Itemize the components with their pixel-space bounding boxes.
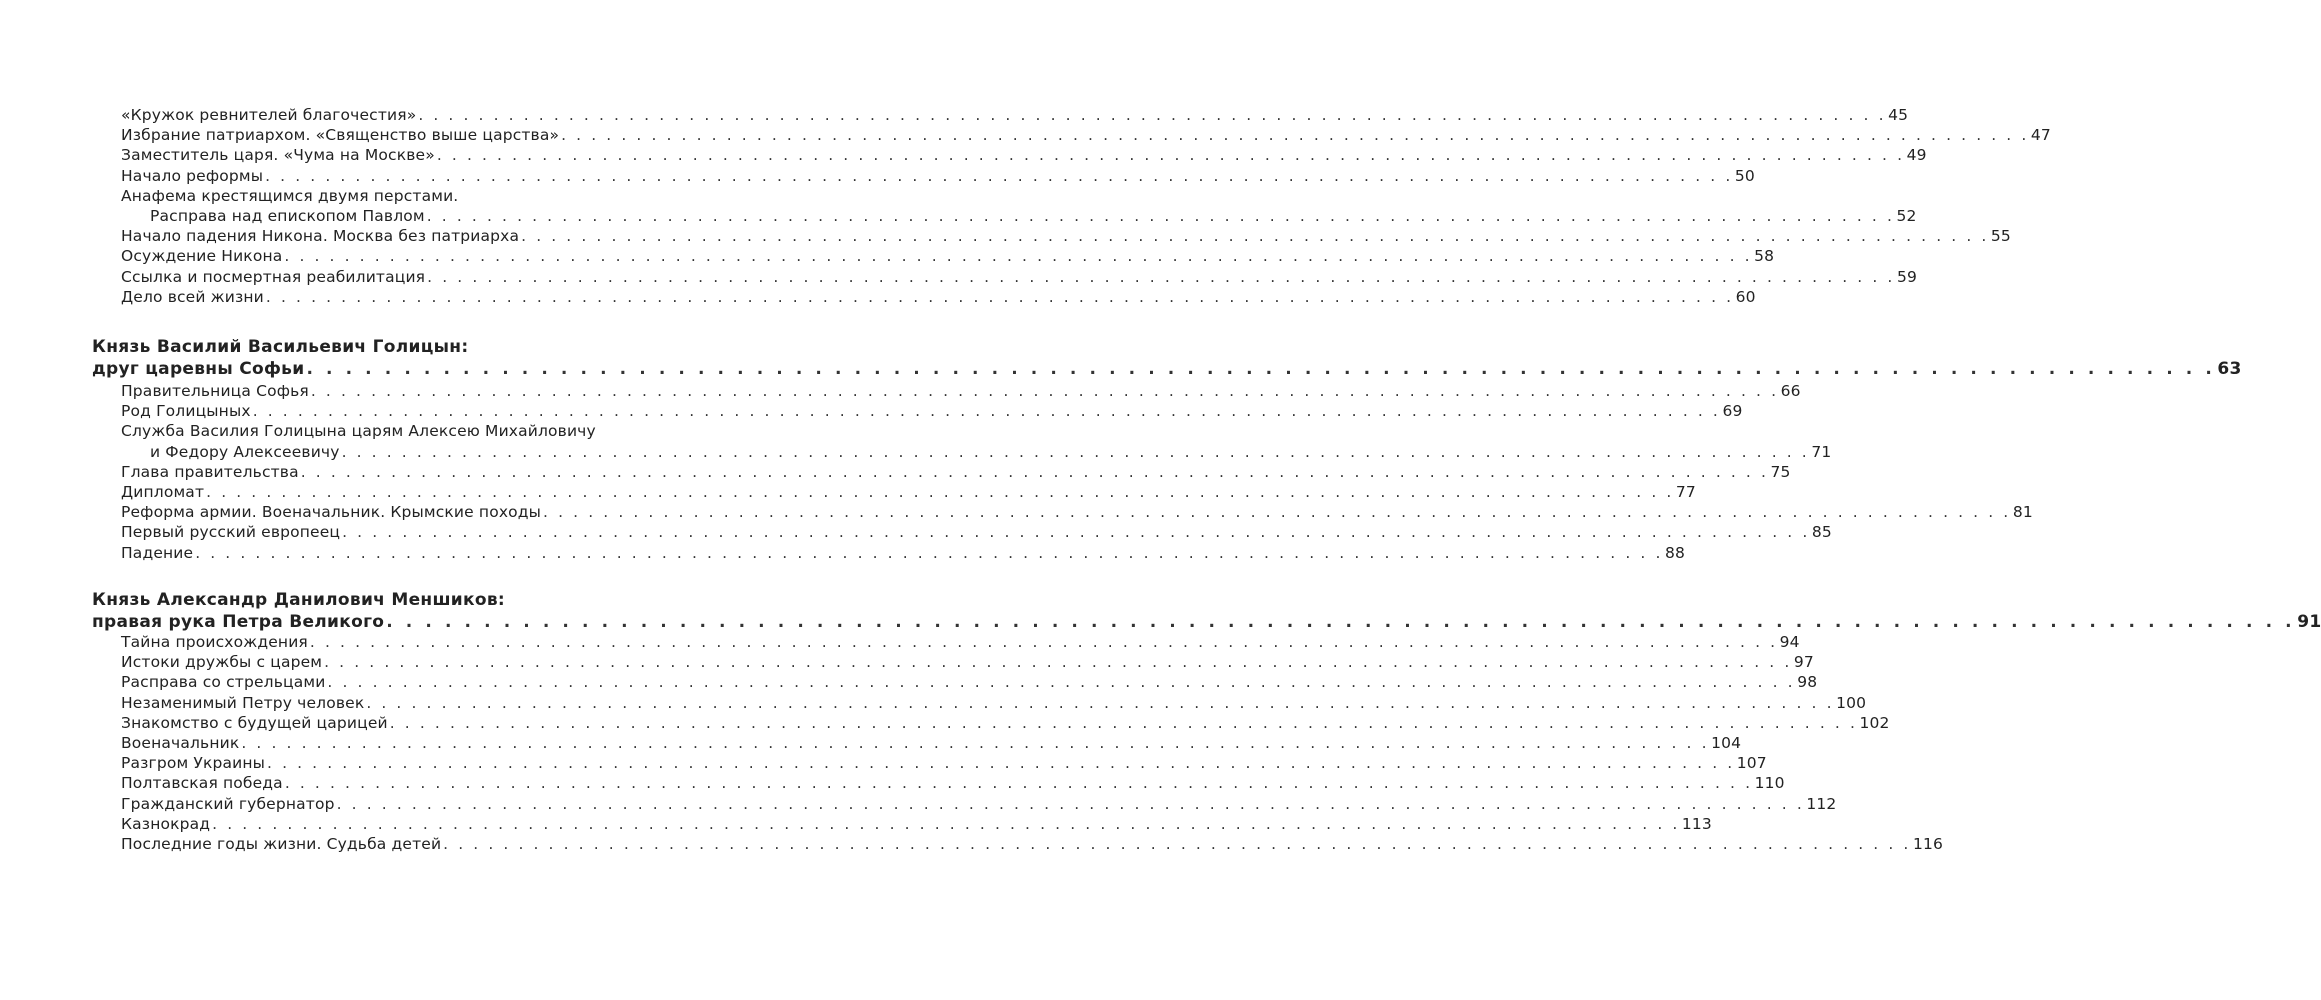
toc-entry[interactable] [121, 814, 1712, 834]
toc-entry-title: Знакомство с будущей царицей [121, 713, 388, 732]
section-heading-line: Князь Александр Данилович Меншиков: [92, 590, 505, 610]
toc-entry[interactable] [121, 145, 1927, 165]
dot-leader: . . . . . . . . . . . . . . . . . . . . . . . . . . . . . . . . . . . . . . . . . . . . . . . . . . . . . . . . . . . . . . . . . . . . . . . . . . . . . . . . . . . . . . . . . . . . . . . . . . [265, 166, 1733, 185]
section-heading[interactable] [92, 612, 2321, 632]
dot-leader: . . . . . . . . . . . . . . . . . . . . . . . . . . . . . . . . . . . . . . . . . . . . . . . . . . . . . . . . . . . . . . . . . . . . . . . . . . . . . . . . . . . . . . . . . . . . . . . . . . [543, 503, 2011, 522]
toc-entry-title-line: Анафема крестящимся двумя перстами. [121, 186, 459, 205]
toc-entry[interactable] [121, 381, 1801, 401]
toc-entry[interactable] [121, 543, 1685, 563]
toc-entry[interactable] [121, 502, 2033, 522]
toc-entry[interactable] [121, 753, 1767, 773]
dot-leader: . . . . . . . . . . . . . . . . . . . . . . . . . . . . . . . . . . . . . . . . . . . . . . . . . . . . . . . . . . . . . . . . . . . . . . . . . . . . . . . . . . . . . . . . . . . . . . . . . . [521, 227, 1989, 246]
toc-entry[interactable] [150, 442, 1832, 462]
toc-entry-title: Дипломат [121, 483, 205, 501]
toc-entry-title: Начало реформы [121, 166, 264, 185]
dot-leader: . . . . . . . . . . . . . . . . . . . . . . . . . . . . . . . . . . . . . . . . . . . . . . . . . . . . . . . . . . . . . . . . . . . . . . . . . . . . . . . . . . . . . . . . . . . . . . . . . . [300, 462, 1769, 481]
section-heading-line: Князь Василий Васильевич Голицын: [92, 337, 469, 357]
toc-entry[interactable] [121, 652, 1814, 672]
dot-leader: . . . . . . . . . . . . . . . . . . . . . . . . . . . . . . . . . . . . . . . . . . . . . . . . . . . . . . . . . . . . . . . . . . . . . . . . . . . . . . . . . . . . . . . . . . . . . . . . . . [341, 442, 1810, 461]
dot-leader: . . . . . . . . . . . . . . . . . . . . . . . . . . . . . . . . . . . . . . . . . . . . . . . . . . . . . . . . . . . . . . . . . . . . . . . . . . . . . . . . . . . . . . . . . . . . . . . . . . [386, 612, 2296, 632]
dot-leader: . . . . . . . . . . . . . . . . . . . . . . . . . . . . . . . . . . . . . . . . . . . . . . . . . . . . . . . . . . . . . . . . . . . . . . . . . . . . . . . . . . . . . . . . . . . . . . . . . . [426, 207, 1895, 225]
toc-entry-page-number: 88 [1664, 543, 1685, 562]
toc-entry-page-number: 63 [2217, 359, 2242, 379]
dot-leader: . . . . . . . . . . . . . . . . . . . . . . . . . . . . . . . . . . . . . . . . . . . . . . . . . . . . . . . . . . . . . . . . . . . . . . . . . . . . . . . . . . . . . . . . . . . . . . . . . . [389, 713, 1858, 732]
toc-entry-page-number: 81 [2012, 503, 2033, 522]
toc-entry-page-number: 60 [1735, 287, 1756, 306]
toc-entry[interactable] [121, 401, 1743, 421]
toc-entry-title: Разгром Украины [121, 754, 266, 773]
toc-entry-page-number: 98 [1797, 673, 1818, 692]
toc-entry[interactable] [121, 773, 1785, 793]
dot-leader: . . . . . . . . . . . . . . . . . . . . . . . . . . . . . . . . . . . . . . . . . . . . . . . . . . . . . . . . . . . . . . . . . . . . . . . . . . . . . . . . . . . . . . . . . . . . . . . . . . [206, 483, 1674, 501]
toc-entry-title: Незаменимый Петру человек [121, 693, 365, 712]
toc-entry-page-number: 94 [1779, 633, 1800, 651]
toc-entry[interactable] [121, 794, 1837, 814]
toc-entry-title: Ссылка и посмертная реабилитация [121, 267, 426, 286]
toc-entry-title: Тайна происхождения [121, 633, 308, 651]
toc-entry[interactable] [121, 267, 1917, 287]
dot-leader: . . . . . . . . . . . . . . . . . . . . . . . . . . . . . . . . . . . . . . . . . . . . . . . . . . . . . . . . . . . . . . . . . . . . . . . . . . . . . . . . . . . . . . . . . . . . . . . . . . [443, 835, 1911, 853]
toc-entry-title-line: Служба Василия Голицына царям Алексею Михайловичу [121, 422, 596, 441]
dot-leader: . . . . . . . . . . . . . . . . . . . . . . . . . . . . . . . . . . . . . . . . . . . . . . . . . . . . . . . . . . . . . . . . . . . . . . . . . . . . . . . . . . . . . . . . . . . . . . . . . . [418, 106, 1887, 124]
toc-entry-page-number: 49 [1906, 146, 1927, 165]
toc-entry-page-number: 69 [1722, 402, 1743, 421]
toc-entry-title: Расправа над епископом Павлом [150, 207, 425, 225]
toc-entry[interactable] [121, 287, 1756, 307]
dot-leader: . . . . . . . . . . . . . . . . . . . . . . . . . . . . . . . . . . . . . . . . . . . . . . . . . . . . . . . . . . . . . . . . . . . . . . . . . . . . . . . . . . . . . . . . . . . . . . . . . . [324, 653, 1792, 672]
toc-entry-page-number: 97 [1793, 653, 1814, 672]
dot-leader: . . . . . . . . . . . . . . . . . . . . . . . . . . . . . . . . . . . . . . . . . . . . . . . . . . . . . . . . . . . . . . . . . . . . . . . . . . . . . . . . . . . . . . . . . . . . . . . . . . [306, 359, 2216, 379]
toc-entry[interactable] [121, 713, 1890, 733]
dot-leader: . . . . . . . . . . . . . . . . . . . . . . . . . . . . . . . . . . . . . . . . . . . . . . . . . . . . . . . . . . . . . . . . . . . . . . . . . . . . . . . . . . . . . . . . . . . . . . . . . . [284, 247, 1753, 266]
toc-entry-page-number: 112 [1806, 794, 1837, 813]
toc-entry-title: Полтавская победа [121, 774, 283, 793]
toc-entry-title: Род Голицыных [121, 402, 251, 421]
toc-entry-title: Заместитель царя. «Чума на Москве» [121, 146, 435, 165]
toc-entry-title: Дело всей жизни [121, 287, 264, 306]
toc-entry-page-number: 77 [1675, 483, 1696, 501]
toc-entry-title: и Федору Алексеевичу [150, 442, 340, 461]
toc-entry-page-number: 52 [1896, 207, 1917, 225]
toc-entry-page-number: 47 [2030, 126, 2051, 145]
toc-entry-page-number: 58 [1754, 247, 1775, 266]
dot-leader: . . . . . . . . . . . . . . . . . . . . . . . . . . . . . . . . . . . . . . . . . . . . . . . . . . . . . . . . . . . . . . . . . . . . . . . . . . . . . . . . . . . . . . . . . . . . . . . . . . [436, 146, 1905, 165]
toc-entry-title: Гражданский губернатор [121, 794, 335, 813]
toc-entry-title: Первый русский европеец [121, 523, 341, 542]
toc-entry-title: Осуждение Никона [121, 247, 283, 266]
toc-entry[interactable] [121, 693, 1867, 713]
toc-entry-title: Последние годы жизни. Судьба детей [121, 835, 442, 853]
dot-leader: . . . . . . . . . . . . . . . . . . . . . . . . . . . . . . . . . . . . . . . . . . . . . . . . . . . . . . . . . . . . . . . . . . . . . . . . . . . . . . . . . . . . . . . . . . . . . . . . . . [310, 382, 1779, 400]
dot-leader: . . . . . . . . . . . . . . . . . . . . . . . . . . . . . . . . . . . . . . . . . . . . . . . . . . . . . . . . . . . . . . . . . . . . . . . . . . . . . . . . . . . . . . . . . . . . . . . . . . [327, 673, 1796, 692]
toc-entry-page-number: 75 [1770, 462, 1791, 481]
toc-entry-title: правая рука Петра Великого [92, 612, 385, 632]
toc-entry-page-number: 66 [1780, 382, 1801, 400]
dot-leader: . . . . . . . . . . . . . . . . . . . . . . . . . . . . . . . . . . . . . . . . . . . . . . . . . . . . . . . . . . . . . . . . . . . . . . . . . . . . . . . . . . . . . . . . . . . . . . . . . . [561, 126, 2029, 145]
dot-leader: . . . . . . . . . . . . . . . . . . . . . . . . . . . . . . . . . . . . . . . . . . . . . . . . . . . . . . . . . . . . . . . . . . . . . . . . . . . . . . . . . . . . . . . . . . . . . . . . . . [195, 543, 1663, 562]
toc-entry-page-number: 85 [1811, 523, 1832, 542]
dot-leader: . . . . . . . . . . . . . . . . . . . . . . . . . . . . . . . . . . . . . . . . . . . . . . . . . . . . . . . . . . . . . . . . . . . . . . . . . . . . . . . . . . . . . . . . . . . . . . . . . . [336, 794, 1805, 813]
toc-entry-page-number: 110 [1754, 774, 1785, 793]
toc-entry-page-number: 45 [1888, 106, 1909, 124]
toc-entry-page-number: 104 [1711, 734, 1742, 752]
dot-leader: . . . . . . . . . . . . . . . . . . . . . . . . . . . . . . . . . . . . . . . . . . . . . . . . . . . . . . . . . . . . . . . . . . . . . . . . . . . . . . . . . . . . . . . . . . . . . . . . . . [252, 402, 1721, 421]
toc-entry-title: Падение [121, 543, 194, 562]
toc-entry-title: Реформа армии. Военачальник. Крымские походы [121, 503, 542, 522]
toc-entry[interactable] [121, 632, 1800, 652]
dot-leader: . . . . . . . . . . . . . . . . . . . . . . . . . . . . . . . . . . . . . . . . . . . . . . . . . . . . . . . . . . . . . . . . . . . . . . . . . . . . . . . . . . . . . . . . . . . . . . . . . . [267, 754, 1735, 773]
toc-entry-page-number: 71 [1811, 442, 1832, 461]
toc-entry-page-number: 113 [1681, 814, 1712, 833]
dot-leader: . . . . . . . . . . . . . . . . . . . . . . . . . . . . . . . . . . . . . . . . . . . . . . . . . . . . . . . . . . . . . . . . . . . . . . . . . . . . . . . . . . . . . . . . . . . . . . . . . . [342, 523, 1810, 542]
toc-entry-title: Избрание патриархом. «Священство выше царства» [121, 126, 560, 145]
toc-entry-title: Истоки дружбы с царем [121, 653, 323, 672]
toc-entry-title: «Кружок ревнителей благочестия» [121, 106, 417, 124]
toc-entry[interactable] [121, 226, 2011, 246]
toc-entry[interactable] [121, 462, 1791, 482]
toc-entry[interactable] [121, 482, 1696, 502]
toc-entry-page-number: 107 [1736, 754, 1767, 773]
toc-entry[interactable] [121, 522, 1832, 542]
toc-entry[interactable] [121, 105, 1909, 125]
dot-leader: . . . . . . . . . . . . . . . . . . . . . . . . . . . . . . . . . . . . . . . . . . . . . . . . . . . . . . . . . . . . . . . . . . . . . . . . . . . . . . . . . . . . . . . . . . . . . . . . . . [212, 814, 1680, 833]
toc-entry-page-number: 91 [2297, 612, 2321, 632]
toc-entry-page-number: 102 [1859, 713, 1890, 732]
section-heading[interactable] [92, 359, 2242, 379]
toc-entry-title: Начало падения Никона. Москва без патриарха [121, 227, 520, 246]
toc-entry-title: Расправа со стрельцами [121, 673, 326, 692]
dot-leader: . . . . . . . . . . . . . . . . . . . . . . . . . . . . . . . . . . . . . . . . . . . . . . . . . . . . . . . . . . . . . . . . . . . . . . . . . . . . . . . . . . . . . . . . . . . . . . . . . . [366, 693, 1835, 712]
toc-entry-title: Военачальник [121, 734, 240, 752]
dot-leader: . . . . . . . . . . . . . . . . . . . . . . . . . . . . . . . . . . . . . . . . . . . . . . . . . . . . . . . . . . . . . . . . . . . . . . . . . . . . . . . . . . . . . . . . . . . . . . . . . . [241, 734, 1710, 752]
toc-entry[interactable] [121, 125, 2051, 145]
toc-entry-title: Правительница Софья [121, 382, 309, 400]
toc-entry[interactable] [121, 246, 1775, 266]
toc-entry[interactable] [121, 733, 1742, 753]
dot-leader: . . . . . . . . . . . . . . . . . . . . . . . . . . . . . . . . . . . . . . . . . . . . . . . . . . . . . . . . . . . . . . . . . . . . . . . . . . . . . . . . . . . . . . . . . . . . . . . . . . [265, 287, 1734, 306]
toc-entry-title: друг царевны Софьи [92, 359, 305, 379]
toc-entry-title: Глава правительства [121, 462, 299, 481]
toc-entry[interactable] [150, 206, 1917, 226]
dot-leader: . . . . . . . . . . . . . . . . . . . . . . . . . . . . . . . . . . . . . . . . . . . . . . . . . . . . . . . . . . . . . . . . . . . . . . . . . . . . . . . . . . . . . . . . . . . . . . . . . . [309, 633, 1778, 651]
toc-entry[interactable] [121, 834, 1943, 854]
dot-leader: . . . . . . . . . . . . . . . . . . . . . . . . . . . . . . . . . . . . . . . . . . . . . . . . . . . . . . . . . . . . . . . . . . . . . . . . . . . . . . . . . . . . . . . . . . . . . . . . . . [284, 774, 1753, 793]
toc-entry-title: Казнокрад [121, 814, 211, 833]
toc-entry[interactable] [121, 166, 1755, 186]
toc-entry[interactable] [121, 672, 1818, 692]
toc-entry-page-number: 116 [1912, 835, 1943, 853]
toc-entry-page-number: 59 [1896, 267, 1917, 286]
dot-leader: . . . . . . . . . . . . . . . . . . . . . . . . . . . . . . . . . . . . . . . . . . . . . . . . . . . . . . . . . . . . . . . . . . . . . . . . . . . . . . . . . . . . . . . . . . . . . . . . . . [427, 267, 1895, 286]
toc-entry-page-number: 50 [1734, 166, 1755, 185]
toc-entry-page-number: 55 [1990, 227, 2011, 246]
toc-entry-page-number: 100 [1836, 693, 1867, 712]
